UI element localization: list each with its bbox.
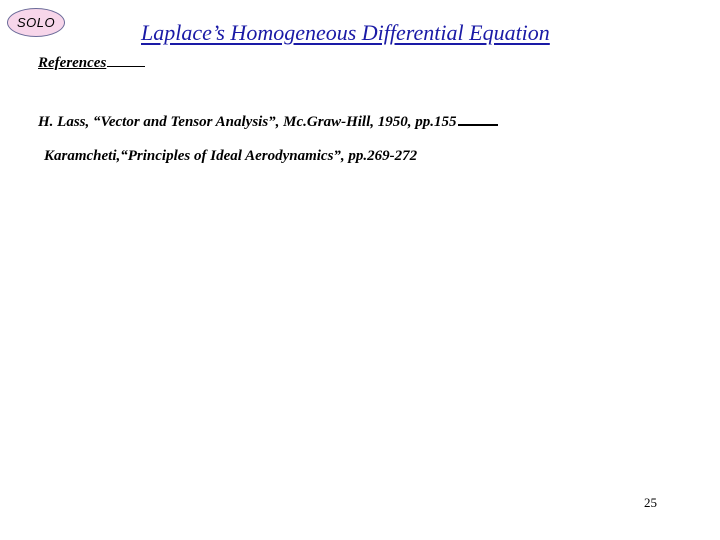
heading-underline-decoration [107, 66, 145, 67]
page-number: 25 [644, 495, 657, 510]
reference-text: Karamcheti,“Principles of Ideal Aerodynamics”, pp.269-272 [44, 148, 418, 164]
slide-title: Laplace’s Homogeneous Differential Equation [141, 20, 550, 45]
reference-item [38, 114, 498, 131]
reference-underline-decoration [458, 124, 498, 126]
logo-text: SOLO [16, 15, 56, 30]
reference-text: H. Lass, “Vector and Tensor Analysis”, Mc.Graw-Hill, 1950, pp.155 [38, 114, 457, 130]
reference-item [44, 148, 417, 165]
references-heading [38, 55, 145, 72]
references-heading-label: References [38, 55, 107, 71]
solo-logo [7, 8, 65, 37]
